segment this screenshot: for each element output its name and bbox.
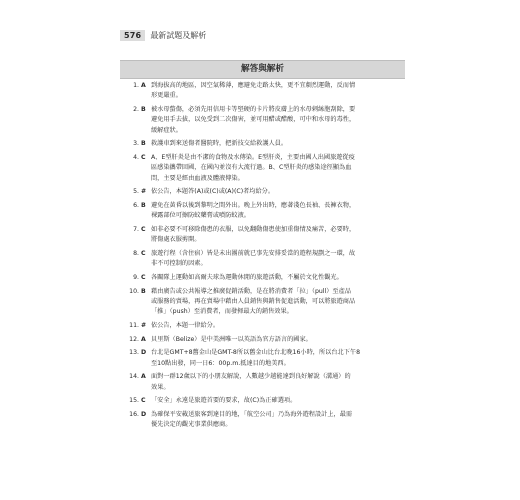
answer-letter: A (141, 335, 146, 343)
question-number: 16. (129, 410, 139, 418)
answer-letter: A (141, 82, 146, 89)
answer-explanation: 到海拔高的地區，因空氣稀薄，應避免走路太快，更不宜劇烈運動，反而情 形更嚴重。 (151, 82, 356, 100)
answer-item (124, 321, 409, 331)
answer-item (124, 139, 409, 149)
answer-item (124, 153, 409, 184)
question-number: 15. (129, 397, 139, 405)
question-number: 12. (129, 335, 139, 343)
question-number: 8. (133, 249, 139, 257)
answer-letter: B (141, 140, 146, 148)
question-number: 14. (129, 373, 139, 381)
answer-explanation: 「安全」永遠是旅遊首要的要求，故(C)為正確選項。 (151, 397, 297, 405)
answer-item (124, 372, 409, 393)
answer-item (124, 201, 409, 222)
answer-explanation: 貝里斯（Belize）是中美洲唯一以英語為官方語言的國家。 (151, 335, 312, 343)
answer-item (124, 348, 409, 369)
question-number: 2. (133, 105, 139, 113)
answer-explanation: 藉由廣告或公共報導之推廣促銷活動，是在將消費者「拉」（pull）至產品 或服務的賣場，再在賣場中藉由人員銷售與銷售促進活動，可以將旅遊商品 「推」（push）至消費者，而發揮最大的銷售效果。 (151, 287, 356, 316)
answer-item (124, 187, 409, 197)
answer-explanation: 台北是GMT+8舊金山是GMT-8所以舊金山比台北晚16小時，所以台北下午8 至10點出發，同一日6：00p.m.抵達目的地美西。 (151, 349, 361, 367)
answer-letter: A (141, 373, 146, 381)
answer-letter: C (141, 249, 146, 257)
question-number: 6. (133, 201, 139, 209)
answer-explanation: A、E型肝炎是由不潔的食物及水傳染。E型肝炎，主要由國人出國旅遊從疫 區感染攜帶回國，在國內並沒有大流行過。B、C型肝炎的感染途徑顯為血 問，主要是經由血液及體液傳染。 (151, 153, 355, 182)
answer-item (124, 105, 409, 136)
answer-item (124, 249, 409, 270)
answer-item (124, 287, 409, 318)
answer-letter: C (141, 225, 146, 233)
answer-letter: C (141, 273, 146, 281)
answer-item (124, 225, 409, 246)
answer-letter: B (141, 105, 146, 113)
answer-explanation: 各關隊上運動如高爾夫球為運動休閒的旅遊活動，不屬於文化性觀光。 (151, 273, 343, 281)
question-number: 5. (133, 188, 139, 196)
section-title: 解答與解析 (120, 60, 405, 79)
answer-letter: B (141, 287, 146, 295)
answer-explanation: 避免在黃昏以後到黎明之間外出。晚上外出時，應著淺色長袖、長褲衣物， 裸露部位可擦防蚊藥膏或噴防蚊液。 (151, 201, 356, 220)
answer-explanation: 旅遊行程（含住宿）皆是未出團前就已事先安排妥當的遊程規劃之一環，故 非不可控制的因素。 (151, 249, 356, 268)
answer-explanation: 如非必要不可移除傷患的衣服，以免翻動傷患使加重傷情及痛苦，必要時， 將傷處衣服剪開。 (151, 225, 356, 244)
answer-letter: B (141, 201, 146, 209)
answer-list (124, 81, 409, 434)
answer-explanation: 被水母螫傷，必須先用信用卡等堅硬的卡片將皮膚上的水母刺絲胞刮除，要 避免用手去拔，以免受到二次傷害，並可用醋或醋酸，可中和水母的毒性， 緩解症狀。 (151, 105, 356, 134)
answer-letter: D (141, 349, 147, 357)
question-number: 3. (133, 140, 139, 148)
answer-explanation: 救護車到來送傷者醫院時，把新技交給救護人員。 (151, 140, 288, 148)
answer-item (124, 396, 409, 406)
answer-letter: D (141, 410, 147, 418)
page-number: 576 (120, 30, 145, 41)
answer-letter: # (141, 321, 147, 329)
question-number: 4. (133, 153, 139, 161)
question-number: 11. (129, 321, 139, 329)
answer-explanation: 依公告，本題一律給分。 (151, 321, 220, 329)
question-number: 9. (133, 273, 139, 281)
question-number: 7. (133, 225, 139, 233)
book-title: 最新試題及解析 (150, 31, 207, 40)
question-number: 10. (129, 287, 139, 295)
question-number: 1. (133, 82, 139, 89)
answer-explanation: 面對一群12歲以下的小朋友解說，人數越少越能達到良好解說（溝通）的 效果。 (151, 373, 351, 391)
answer-item (124, 81, 409, 102)
answer-explanation: 為確保平安載送旅客到達目的地，「航空公司」乃為海外遊程設計上，最需 優先決定的觀光事業供應商。 (151, 410, 353, 429)
answer-item (124, 273, 409, 283)
answer-letter: C (141, 153, 146, 161)
answer-item (124, 335, 409, 345)
answer-letter: # (141, 188, 147, 196)
answer-explanation: 依公告，本題答(A)或(C)或(A)(C)者均給分。 (151, 188, 275, 196)
page-header (120, 30, 206, 41)
answer-letter: C (141, 397, 146, 405)
answer-item (124, 410, 409, 431)
question-number: 13. (129, 349, 139, 357)
